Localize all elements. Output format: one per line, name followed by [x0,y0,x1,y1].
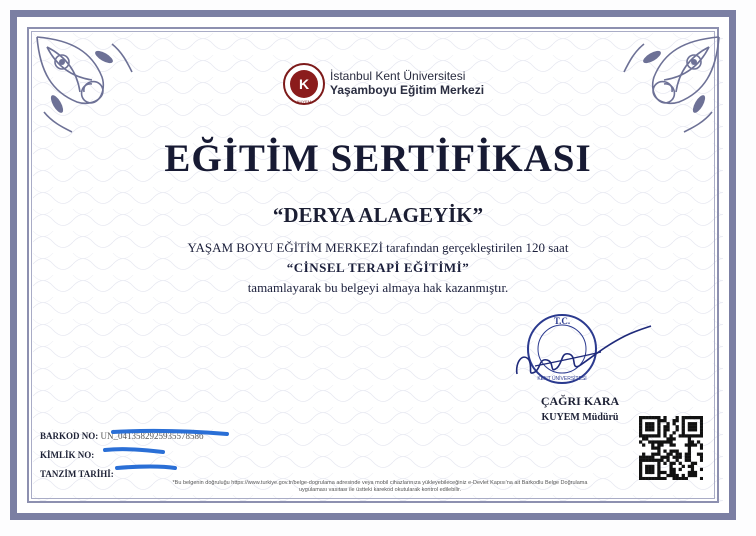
qr-module [688,440,691,443]
qr-module [642,437,645,440]
qr-module [676,453,679,456]
qr-module [639,440,642,443]
qr-module [645,459,648,462]
qr-module [673,437,676,440]
qr-module [639,422,642,425]
qr-module [666,422,669,425]
qr-module [666,437,669,440]
qr-module [700,453,703,456]
qr-module [648,465,651,468]
qr-module [685,456,688,459]
qr-module [651,456,654,459]
corner-ornament-top-left [32,32,142,142]
qr-module [657,468,660,471]
qr-module [700,477,703,480]
certificate-title: EĞİTİM SERTİFİKASI [164,137,592,180]
qr-module [651,446,654,449]
qr-module [657,416,660,419]
qr-module [700,443,703,446]
stamp-top-text: T.C. [553,316,571,326]
qr-module [691,434,694,437]
qr-module [648,416,651,419]
qr-module [642,456,645,459]
qr-module [694,471,697,474]
qr-module [676,477,679,480]
qr-module [654,434,657,437]
qr-module [669,443,672,446]
qr-module [639,431,642,434]
qr-module [651,471,654,474]
qr-module [700,422,703,425]
qr-module [657,459,660,462]
tanzim-label: TANZİM TARİHİ: [40,469,114,479]
qr-module [694,428,697,431]
qr-module [691,425,694,428]
qr-module [676,474,679,477]
qr-module [663,456,666,459]
qr-module [691,471,694,474]
qr-module [657,474,660,477]
qr-module [639,471,642,474]
qr-module [645,468,648,471]
qr-module [685,443,688,446]
logo-seal-text: KUYEM [296,99,312,104]
qr-module [669,437,672,440]
qr-module [639,419,642,422]
qr-module [642,477,645,480]
qr-module [673,456,676,459]
qr-module [679,462,682,465]
course-name: “CİNSEL TERAPİ EĞİTİMİ” [286,260,470,275]
qr-module [691,465,694,468]
qr-module [657,440,660,443]
qr-module [682,416,685,419]
qr-module [648,425,651,428]
signatory-title: KUYEM Müdürü [541,412,619,423]
qr-module [663,434,666,437]
qr-module [657,443,660,446]
qr-module [682,422,685,425]
qr-module [648,434,651,437]
qr-module [673,450,676,453]
qr-module [663,425,666,428]
corner-ornament-top-right [614,32,724,142]
qr-module [700,434,703,437]
qr-module [676,425,679,428]
qr-module [700,425,703,428]
qr-module [657,434,660,437]
qr-module [639,477,642,480]
qr-module [669,474,672,477]
handwritten-signature [505,322,655,382]
qr-module [657,431,660,434]
qr-module [639,416,642,419]
university-logo [282,62,326,106]
qr-module [651,459,654,462]
qr-module [691,428,694,431]
qr-module [666,474,669,477]
qr-module [654,477,657,480]
qr-module [688,453,691,456]
qr-module [654,453,657,456]
qr-module [660,443,663,446]
qr-module [657,422,660,425]
qr-module [685,477,688,480]
qr-module [682,431,685,434]
qr-module [682,477,685,480]
qr-module [697,453,700,456]
qr-module [673,419,676,422]
qr-module [651,425,654,428]
qr-module [688,474,691,477]
qr-module [688,416,691,419]
qr-module [657,477,660,480]
qr-module [669,465,672,468]
qr-module [673,431,676,434]
qr-module [700,419,703,422]
qr-module [691,443,694,446]
qr-module [682,425,685,428]
logo-university-name: İstanbul Kent Üniversitesi [330,69,466,83]
qr-module [691,468,694,471]
qr-module [651,477,654,480]
qr-module [688,437,691,440]
qr-module [679,456,682,459]
qr-module [685,453,688,456]
qr-module [645,456,648,459]
qr-module [639,459,642,462]
qr-module [669,434,672,437]
qr-module [700,459,703,462]
qr-module [697,440,700,443]
qr-module [645,471,648,474]
qr-module [694,425,697,428]
qr-module [642,416,645,419]
logo-mark: K [298,76,310,92]
qr-module [645,434,648,437]
qr-module [688,471,691,474]
verification-footnote: *Bu belgenin doğruluğu https://www.turkiye.gov.tr/belge-dogrulama adresinde veya mobil cihazlarınıza yükleyebileceğiniz e-Devlet Kapısı'na ait Barkodlu Belge Doğrulama uygulaması vasıtası ile üstteki karekod okutularak kontrol edilebilir. [172,480,588,493]
qr-module [691,462,694,465]
qr-module [688,422,691,425]
qr-module [648,428,651,431]
qr-module [651,428,654,431]
qr-module [666,425,669,428]
qr-module [660,419,663,422]
qr-module [645,428,648,431]
qr-module [691,422,694,425]
qr-module [673,468,676,471]
qr-module [648,471,651,474]
qr-module [639,465,642,468]
qr-module [682,474,685,477]
qr-module [639,468,642,471]
qr-module [688,446,691,449]
qr-module [694,422,697,425]
qr-module [663,471,666,474]
qr-module [642,434,645,437]
qr-module [688,459,691,462]
qr-module [663,462,666,465]
kimlik-row [40,450,94,460]
qr-module [666,459,669,462]
qr-module [651,453,654,456]
qr-module [700,446,703,449]
qr-module [639,425,642,428]
qr-module [654,440,657,443]
qr-module [673,422,676,425]
qr-module [700,468,703,471]
barcode-label: BARKOD NO: [40,431,99,441]
qr-module [691,416,694,419]
qr-module [694,462,697,465]
qr-module [694,474,697,477]
qr-module [660,459,663,462]
qr-module [657,471,660,474]
qr-module [663,440,666,443]
qr-module [639,474,642,477]
qr-module [657,428,660,431]
qr-module [676,416,679,419]
qr-module [657,425,660,428]
qr-module [666,453,669,456]
redaction-marks [95,424,240,482]
qr-module [660,471,663,474]
recipient-name: “DERYA ALAGEYİK” [272,203,484,227]
qr-module [685,434,688,437]
qr-module [700,456,703,459]
qr-module [663,431,666,434]
qr-module [651,440,654,443]
qr-module [645,422,648,425]
qr-module [700,428,703,431]
qr-module [648,422,651,425]
qr-module [657,450,660,453]
qr-module [682,419,685,422]
qr-module [642,459,645,462]
qr-module [654,459,657,462]
qr-module [639,456,642,459]
qr-module [645,416,648,419]
qr-module [688,428,691,431]
qr-module [679,477,682,480]
qr-module [669,440,672,443]
qr-module [669,462,672,465]
qr-module [688,456,691,459]
qr-module [657,446,660,449]
qr-module [648,456,651,459]
qr-module [694,416,697,419]
qr-module [676,450,679,453]
qr-module [645,425,648,428]
qr-module [700,416,703,419]
qr-code [639,416,703,480]
qr-module [642,453,645,456]
qr-module [666,440,669,443]
qr-module [663,419,666,422]
qr-module [663,450,666,453]
qr-module [676,456,679,459]
qr-module [654,446,657,449]
qr-module [700,431,703,434]
qr-module [660,477,663,480]
qr-module [688,443,691,446]
qr-module [657,465,660,468]
qr-module [688,434,691,437]
qr-module [685,416,688,419]
qr-module [697,416,700,419]
qr-module [676,428,679,431]
qr-module [651,422,654,425]
qr-module [645,465,648,468]
qr-module [679,468,682,471]
qr-module [688,465,691,468]
qr-module [673,474,676,477]
qr-module [663,477,666,480]
qr-module [648,459,651,462]
qr-module [669,471,672,474]
qr-module [673,462,676,465]
qr-module [651,468,654,471]
qr-module [673,443,676,446]
kimlik-label: KİMLİK NO: [40,450,95,460]
qr-module [688,450,691,453]
qr-module [688,425,691,428]
qr-module [669,453,672,456]
qr-module [682,434,685,437]
body-line-1: YAŞAM BOYU EĞİTİM MERKEZİ tarafından gerçekleştirilen 120 saat [187,240,569,255]
qr-module [639,434,642,437]
qr-module [657,453,660,456]
qr-module [651,443,654,446]
qr-module [666,428,669,431]
qr-module [657,419,660,422]
qr-module [682,428,685,431]
qr-module [673,477,676,480]
qr-module [660,440,663,443]
qr-module [682,465,685,468]
qr-module [645,477,648,480]
signatory-name: ÇAĞRI KARA [540,394,620,408]
qr-module [694,434,697,437]
barcode-value: UN_041358292593557858б [100,431,204,441]
qr-module [691,474,694,477]
qr-module [663,416,666,419]
qr-module [663,428,666,431]
qr-module [648,477,651,480]
qr-module [651,465,654,468]
qr-module [645,437,648,440]
qr-module [657,462,660,465]
qr-module [666,456,669,459]
qr-module [669,468,672,471]
qr-module [639,428,642,431]
qr-module [642,443,645,446]
qr-module [639,462,642,465]
qr-module [676,419,679,422]
qr-module [679,453,682,456]
qr-module [673,471,676,474]
qr-module [648,440,651,443]
qr-module [697,434,700,437]
qr-module [654,416,657,419]
qr-module [669,450,672,453]
qr-module [648,468,651,471]
qr-module [676,459,679,462]
qr-module [685,459,688,462]
qr-module [660,456,663,459]
qr-module [694,443,697,446]
qr-module [651,434,654,437]
qr-module [651,416,654,419]
logo-center-name: Yaşamboyu Eğitim Merkezi [330,83,485,97]
qr-module [679,434,682,437]
stamp-bottom-text: KENT ÜNİVERSİTESİ [537,376,587,382]
qr-module [691,440,694,443]
body-line-3: tamamlayarak bu belgeyi almaya hak kazanmıştır. [247,280,509,295]
